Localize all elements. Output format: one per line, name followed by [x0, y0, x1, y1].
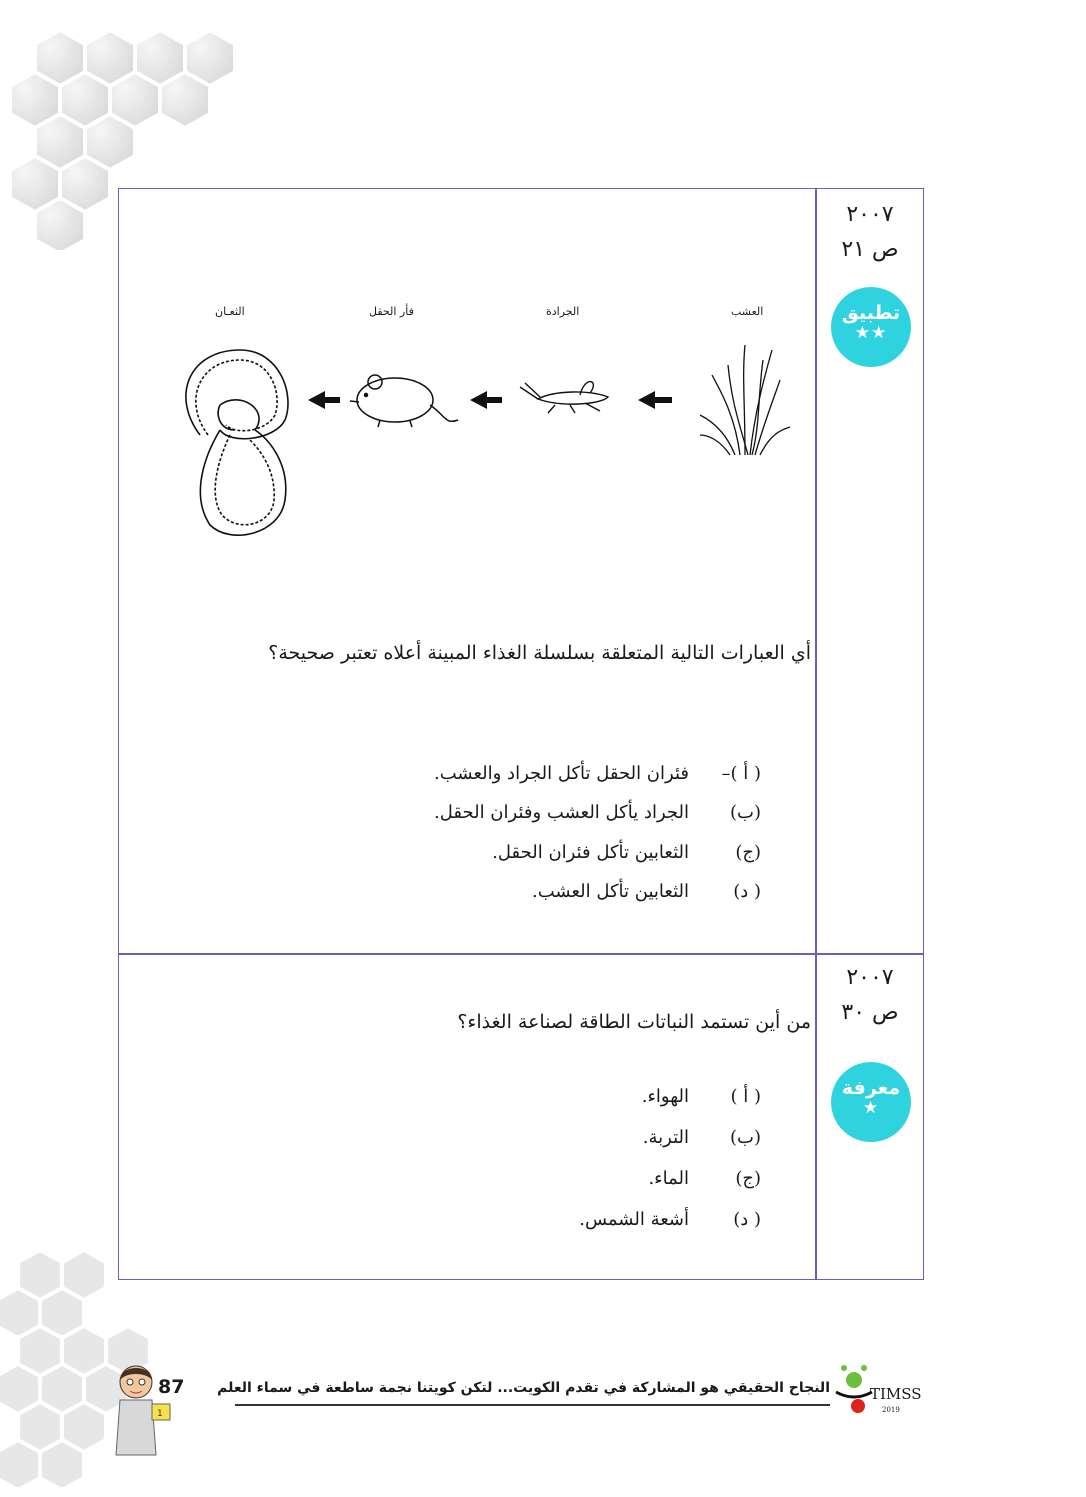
option-letter: (ج): [735, 1168, 761, 1189]
footer-divider: [235, 1404, 830, 1406]
option-letter: ( د): [733, 881, 761, 902]
arrow-icon: [308, 391, 340, 409]
row-divider: [118, 953, 924, 955]
page-number: 87: [158, 1376, 185, 1398]
locust-icon: [520, 382, 608, 413]
option-text: الهواء.: [641, 1086, 689, 1107]
grass-icon: [700, 345, 790, 455]
question-2-level: معرفة: [841, 1077, 901, 1099]
question-1-option-d[interactable]: [401, 881, 761, 911]
question-1-year: ٢٠٠٧: [846, 202, 894, 227]
question-1-option-c[interactable]: [401, 842, 761, 872]
option-text: التربة.: [642, 1127, 689, 1148]
svg-text:1: 1: [157, 1409, 163, 1419]
mascot-icon: [108, 1360, 180, 1460]
star-icon: ★★: [854, 323, 888, 343]
star-icon: ★: [862, 1098, 880, 1118]
option-text: أشعة الشمس.: [579, 1209, 689, 1230]
diagram-label-snake: الثعـان: [215, 305, 245, 318]
option-text: الماء.: [648, 1168, 689, 1189]
option-letter: (ب): [730, 1127, 761, 1148]
question-2-page: ص ٣٠: [841, 1000, 899, 1025]
question-1-meta: [820, 202, 920, 262]
diagram-label-grass: العشب: [731, 305, 764, 318]
footer-slogan: النجاح الحقيقي هو المشاركة في تقدم الكويت... لتكن كويتنا نجمة ساطعة في سماء العلم: [217, 1380, 830, 1396]
mouse-icon: [350, 375, 458, 427]
question-2-option-d[interactable]: [401, 1209, 761, 1239]
question-1-option-b[interactable]: [401, 802, 761, 832]
column-divider: [815, 188, 817, 1280]
option-text: الثعابين تأكل العشب.: [532, 881, 689, 902]
option-text: الجراد يأكل العشب وفئران الحقل.: [434, 802, 689, 823]
snake-icon: [186, 350, 288, 535]
question-2-option-c[interactable]: [401, 1168, 761, 1198]
question-2-option-a[interactable]: [401, 1086, 761, 1116]
question-2-text: من أين تستمد النباتات الطاقة لصناعة الغذاء؟: [457, 1011, 811, 1033]
arrow-icon: [638, 391, 672, 409]
option-letter: ( أ ): [730, 1086, 761, 1107]
question-1-level: تطبيق: [841, 302, 901, 324]
option-letter: ( أ )–: [721, 763, 761, 784]
question-1-level-badge: [831, 287, 911, 367]
food-chain-diagram: [160, 335, 800, 545]
option-letter: ( د): [733, 1209, 761, 1230]
option-letter: (ج): [735, 842, 761, 863]
question-1-option-a[interactable]: [401, 763, 761, 793]
arrow-icon: [470, 391, 502, 409]
question-2-meta: [820, 965, 920, 1025]
diagram-label-locust: الجرادة: [546, 305, 580, 318]
timss-logo-year: 2019: [882, 1406, 900, 1414]
question-2-option-b[interactable]: [401, 1127, 761, 1157]
question-1-page: ص ٢١: [841, 237, 899, 262]
timss-logo-text: TIMSS: [870, 1385, 922, 1403]
diagram-label-mouse: فأر الحقل: [369, 305, 414, 318]
question-2-year: ٢٠٠٧: [846, 965, 894, 990]
question-1-text: أي العبارات التالية المتعلقة بسلسلة الغذاء المبينة أعلاه تعتبر صحيحة؟: [268, 642, 811, 664]
timss-logo-icon: [834, 1362, 874, 1417]
option-text: فئران الحقل تأكل الجراد والعشب.: [434, 763, 689, 784]
question-2-level-badge: [831, 1062, 911, 1142]
option-letter: (ب): [730, 802, 761, 823]
option-text: الثعابين تأكل فئران الحقل.: [492, 842, 689, 863]
